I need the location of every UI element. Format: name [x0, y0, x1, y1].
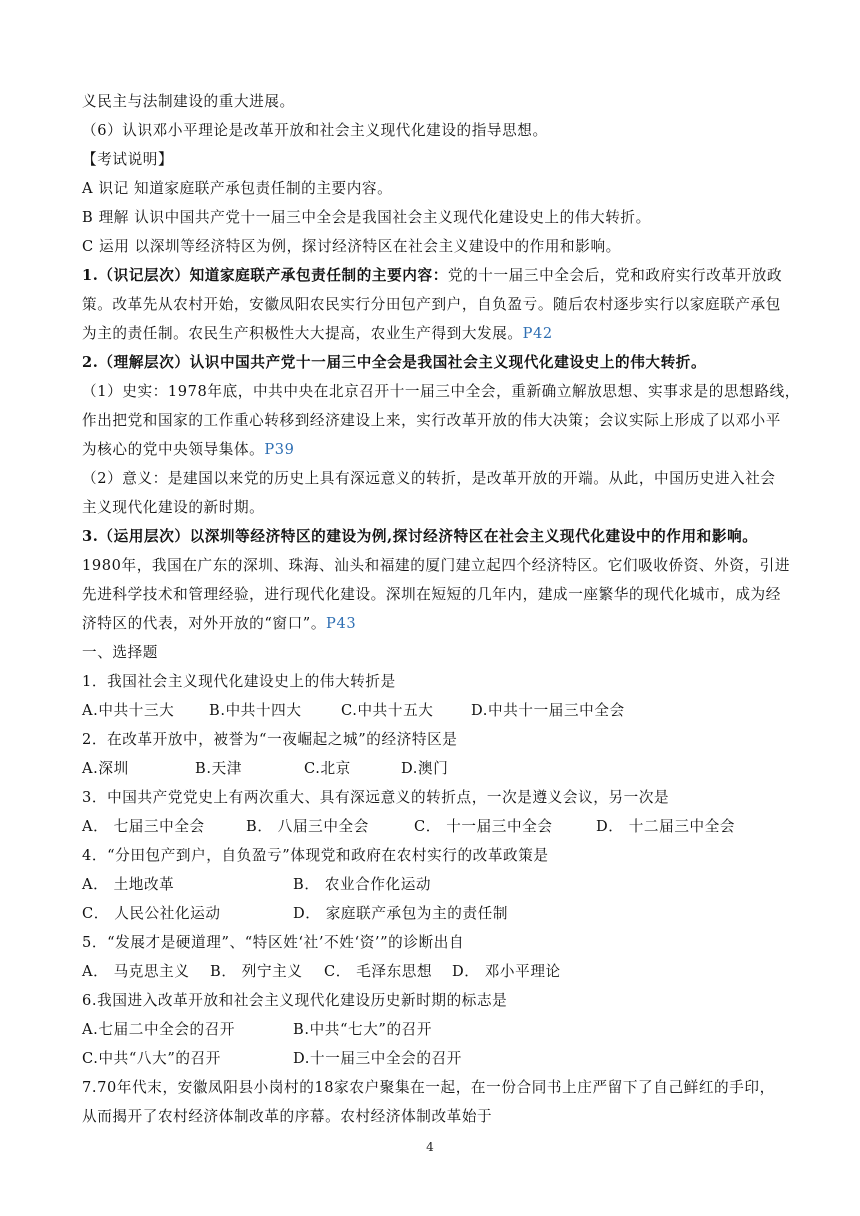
section-1-text-end: 为主的责任制。农民生产积极性大大提高，农业生产得到大发展。 — [82, 325, 523, 342]
exam-item-b: B 理解 认识中国共产党十一届三中全会是我国社会主义现代化建设史上的伟大转折。 — [82, 209, 651, 226]
page-number: 4 — [426, 1140, 434, 1154]
question-5-stem: 5．“发展才是硬道理”、“特区姓‘社’不姓‘资’”的诊断出自 — [82, 934, 465, 951]
question-5-options — [82, 962, 800, 982]
section-1-line-3 — [82, 324, 800, 344]
intro-line-2: （6）认识邓小平理论是改革开放和社会主义现代化建设的指导思想。 — [82, 122, 548, 139]
question-7-line-2: 从而揭开了农村经济体制改革的序幕。农村经济体制改革始于 — [82, 1108, 493, 1125]
exam-heading: 【考试说明】 — [82, 151, 174, 168]
page-ref-p42: P42 — [522, 325, 553, 342]
option-a: A.七届二中全会的召开 — [82, 1021, 236, 1038]
section-2-p2-line-2: 主义现代化建设的新时期。 — [82, 499, 265, 516]
option-b: B． 八届三中全会 — [246, 818, 369, 835]
question-1-stem: 1．我国社会主义现代化建设史上的伟大转折是 — [82, 673, 396, 690]
question-1-options — [82, 701, 800, 721]
question-3-stem: 3．中国共产党党史上有两次重大、具有深远意义的转折点，一次是遵义会议，另一次是 — [82, 789, 670, 806]
intro-line-1: 义民主与法制建设的重大进展。 — [82, 93, 295, 110]
option-c: C． 十一届三中全会 — [414, 818, 553, 835]
exam-item-a: A 识记 知道家庭联产承包责任制的主要内容。 — [82, 180, 393, 197]
section-1-text: 党的十一届三中全会后，党和政府实行改革开放政 — [447, 267, 783, 284]
question-6-options-row-2 — [82, 1049, 800, 1069]
section-1-line-2: 策。改革先从农村开始，安徽凤阳农民实行分田包产到户，自负盈亏。随后农村逐步实行以家庭联产承包 — [82, 296, 781, 313]
option-b: B.中共十四大 — [209, 702, 302, 719]
option-d: D． 邓小平理论 — [452, 963, 561, 980]
question-2-options — [82, 759, 800, 779]
exam-item-c: C 运用 以深圳等经济特区为例，探讨经济特区在社会主义建设中的作用和影响。 — [82, 238, 621, 255]
option-a: A.中共十三大 — [82, 702, 175, 719]
option-a: A． 七届三中全会 — [82, 818, 205, 835]
page-ref-p43: P43 — [326, 615, 357, 632]
option-d: D.中共十一届三中全会 — [471, 702, 625, 719]
option-c: C.中共十五大 — [341, 702, 434, 719]
choice-section-heading: 一、选择题 — [82, 644, 158, 661]
option-d: D． 十二届三中全会 — [596, 818, 736, 835]
section-1-line-1 — [82, 266, 800, 286]
option-d: D.十一届三中全会的召开 — [293, 1050, 462, 1067]
question-3-options — [82, 817, 800, 837]
option-a: A． 马克思主义 — [82, 963, 190, 980]
option-b: B． 农业合作化运动 — [293, 876, 432, 893]
section-1-heading: 1.（识记层次）知道家庭联产承包责任制的主要内容： — [82, 267, 448, 284]
option-c: C.北京 — [304, 760, 351, 777]
option-a: A.深圳 — [82, 760, 129, 777]
section-2-heading: 2.（理解层次）认识中国共产党十一届三中全会是我国社会主义现代化建设史上的伟大转折。 — [82, 354, 707, 371]
section-2-p1-line-1: （1）史实：1978年底，中共中央在北京召开十一届三中全会，重新确立解放思想、实事求是的思想路线， — [82, 383, 800, 400]
question-6-stem: 6.我国进入改革开放和社会主义现代化建设历史新时期的标志是 — [82, 992, 508, 1009]
section-3-line-3 — [82, 614, 800, 634]
option-c: C． 人民公社化运动 — [82, 905, 221, 922]
option-c: C.中共“八大”的召开 — [82, 1050, 221, 1067]
option-a: A． 土地改革 — [82, 876, 175, 893]
section-3-text-end: 济特区的代表，对外开放的“窗口”。 — [82, 615, 327, 632]
option-d: D.澳门 — [401, 760, 449, 777]
option-d: D． 家庭联产承包为主的责任制 — [293, 905, 509, 922]
section-2-p2-line-1: （2）意义：是建国以来党的历史上具有深远意义的转折，是改革开放的开端。从此，中国历史进入社会 — [82, 470, 776, 487]
question-6-options-row-1 — [82, 1020, 800, 1040]
section-2-p1-end: 为核心的党中央领导集体。 — [82, 441, 265, 458]
question-7-line-1: 7.70年代末，安徽凤阳县小岗村的18家农户聚集在一起，在一份合同书上庄严留下了自己鲜红的手印， — [82, 1079, 775, 1096]
option-c: C． 毛泽东思想 — [324, 963, 433, 980]
section-3-heading: 3.（运用层次）以深圳等经济特区的建设为例,探讨经济特区在社会主义现代化建设中的作用和影响。 — [82, 528, 758, 545]
section-2-p1-line-2: 作出把党和国家的工作重心转移到经济建设上来，实行改革开放的伟大决策；会议实际上形成了以邓小平 — [82, 412, 781, 429]
question-4-options-row-2 — [82, 904, 800, 924]
option-b: B.天津 — [195, 760, 242, 777]
section-3-line-2: 先进科学技术和管理经验，进行现代化建设。深圳在短短的几年内，建成一座繁华的现代化城市，成为经 — [82, 586, 781, 603]
section-3-line-1: 1980年，我国在广东的深圳、珠海、汕头和福建的厦门建立起四个经济特区。它们吸收侨资、外资，引进 — [82, 557, 791, 574]
question-4-options-row-1 — [82, 875, 800, 895]
question-2-stem: 2．在改革开放中，被誉为“一夜崛起之城”的经济特区是 — [82, 731, 458, 748]
question-4-stem: 4．“分田包产到户，自负盈亏”体现党和政府在农村实行的改革政策是 — [82, 847, 549, 864]
option-b: B.中共“七大”的召开 — [293, 1021, 433, 1038]
page-ref-p39: P39 — [264, 441, 295, 458]
section-2-p1-line-3 — [82, 440, 800, 460]
option-b: B． 列宁主义 — [210, 963, 303, 980]
